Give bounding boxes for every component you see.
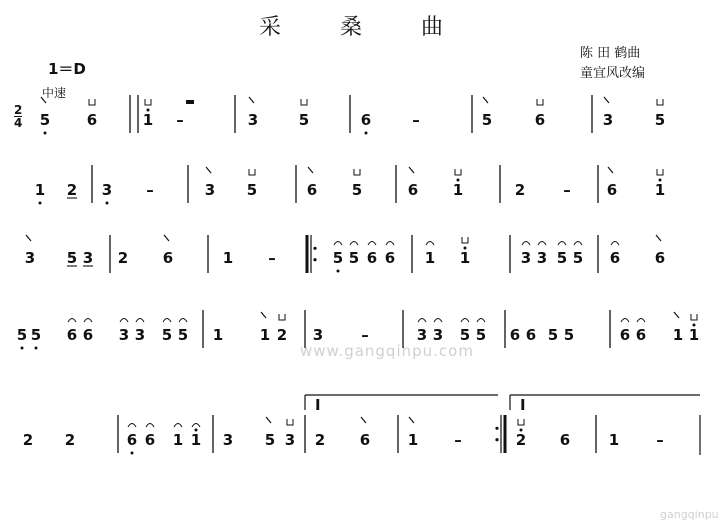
note: 6: [635, 326, 647, 344]
fermata-arc: [434, 319, 442, 323]
note: 5: [547, 326, 559, 344]
bar-rest-block: [186, 100, 194, 104]
fermata-arc: [611, 242, 619, 246]
down-bow-icon: [455, 169, 461, 175]
note: 3: [602, 111, 614, 129]
note: 1: [172, 431, 184, 449]
note: –: [454, 431, 462, 449]
note: 6: [509, 326, 521, 344]
octave-dot-low: [21, 347, 24, 350]
note: 2: [515, 431, 527, 449]
fermata-arc: [350, 242, 358, 246]
repeat-dot: [495, 438, 498, 441]
fermata-arc: [174, 424, 182, 428]
note: 5: [481, 111, 493, 129]
note: 2: [117, 249, 129, 267]
octave-dot-low: [365, 132, 368, 135]
note: 6: [525, 326, 537, 344]
note: –: [412, 111, 420, 129]
repeat-dot: [495, 427, 498, 430]
fermata-arc: [84, 319, 92, 323]
note: 3: [284, 431, 296, 449]
note: –: [146, 181, 154, 199]
note: 1: [654, 181, 666, 199]
up-bow-icon: [361, 417, 366, 423]
note: 6: [144, 431, 156, 449]
note: 6: [619, 326, 631, 344]
up-bow-icon: [409, 417, 414, 423]
note: 1: [452, 181, 464, 199]
up-bow-icon: [409, 167, 414, 173]
note: 2: [276, 326, 288, 344]
repeat-dot: [313, 247, 316, 250]
note: 3: [118, 326, 130, 344]
note: 5: [177, 326, 189, 344]
fermata-arc: [461, 319, 469, 323]
down-bow-icon: [657, 169, 663, 175]
fermata-arc: [68, 319, 76, 323]
note: 1: [34, 181, 46, 199]
note: 2: [64, 431, 76, 449]
note: 1: [459, 249, 471, 267]
note: 5: [563, 326, 575, 344]
up-bow-icon: [674, 312, 679, 318]
note: 5: [654, 111, 666, 129]
fermata-arc: [522, 242, 530, 246]
octave-dot-low: [337, 270, 340, 273]
note: 6: [654, 249, 666, 267]
down-bow-icon: [279, 314, 285, 320]
note: 5: [30, 326, 42, 344]
note: 3: [536, 249, 548, 267]
fermata-arc: [574, 242, 582, 246]
key-signature: 1＝D: [48, 60, 86, 78]
up-bow-icon: [261, 312, 266, 318]
note: 3: [312, 326, 324, 344]
up-bow-icon: [41, 97, 46, 103]
note: 3: [432, 326, 444, 344]
octave-dot-low: [44, 132, 47, 135]
volta-first-label: I: [315, 396, 321, 414]
note: 6: [86, 111, 98, 129]
fermata-arc: [477, 319, 485, 323]
note: 6: [66, 326, 78, 344]
note: 3: [416, 326, 428, 344]
fermata-arc: [637, 319, 645, 323]
note: 6: [609, 249, 621, 267]
note: 6: [126, 431, 138, 449]
note: 6: [407, 181, 419, 199]
note: 3: [222, 431, 234, 449]
down-bow-icon: [691, 314, 697, 320]
note: 5: [351, 181, 363, 199]
octave-dot-high: [659, 179, 662, 182]
up-bow-icon: [26, 235, 31, 241]
note: 2: [514, 181, 526, 199]
up-bow-icon: [656, 235, 661, 241]
note: 3: [204, 181, 216, 199]
note: 1: [259, 326, 271, 344]
note: –: [563, 181, 571, 199]
note: 1: [190, 431, 202, 449]
note: 1: [672, 326, 684, 344]
note: 6: [366, 249, 378, 267]
octave-dot-low: [131, 452, 134, 455]
up-bow-icon: [164, 235, 169, 241]
fermata-arc: [136, 319, 144, 323]
note: 3: [24, 249, 36, 267]
note: 5: [459, 326, 471, 344]
down-bow-icon: [657, 99, 663, 105]
note: 1: [142, 111, 154, 129]
down-bow-icon: [537, 99, 543, 105]
down-bow-icon: [89, 99, 95, 105]
down-bow-icon: [287, 419, 293, 425]
note: 6: [559, 431, 571, 449]
note: 1: [212, 326, 224, 344]
fermata-arc: [426, 242, 434, 246]
note: 5: [332, 249, 344, 267]
note: 1: [608, 431, 620, 449]
up-bow-icon: [206, 167, 211, 173]
octave-dot-low: [106, 202, 109, 205]
note: 5: [16, 326, 28, 344]
octave-dot-low: [39, 202, 42, 205]
fermata-arc: [192, 424, 200, 428]
note: –: [656, 431, 664, 449]
note: 6: [306, 181, 318, 199]
note: 5: [161, 326, 173, 344]
up-bow-icon: [308, 167, 313, 173]
octave-dot-high: [195, 429, 198, 432]
composer-credit: 陈 田 鹤曲: [580, 46, 641, 61]
watermark-corner: gangqinpu: [660, 508, 719, 521]
octave-dot-high: [464, 247, 467, 250]
note: 6: [606, 181, 618, 199]
octave-dot-high: [457, 179, 460, 182]
time-signature-top: 2: [14, 103, 23, 117]
note: 5: [556, 249, 568, 267]
note: 3: [520, 249, 532, 267]
note: 3: [247, 111, 259, 129]
score-title: 采 桑 曲: [259, 15, 469, 40]
note: 2: [22, 431, 34, 449]
note: 5: [572, 249, 584, 267]
fermata-arc: [538, 242, 546, 246]
note: 3: [134, 326, 146, 344]
note: 6: [360, 111, 372, 129]
note: 6: [534, 111, 546, 129]
volta-second-label: I: [520, 396, 526, 414]
note: 5: [348, 249, 360, 267]
note: 6: [82, 326, 94, 344]
note: 5: [264, 431, 276, 449]
octave-dot-high: [693, 324, 696, 327]
note: 5: [39, 111, 51, 129]
time-signature-bottom: 4: [14, 116, 23, 130]
note: 5: [298, 111, 310, 129]
note: 5: [246, 181, 258, 199]
fermata-arc: [558, 242, 566, 246]
up-bow-icon: [266, 417, 271, 423]
fermata-arc: [120, 319, 128, 323]
fermata-arc: [418, 319, 426, 323]
repeat-dot: [313, 258, 316, 261]
note: 3: [101, 181, 113, 199]
note: 1: [222, 249, 234, 267]
tempo-marking: 中速: [42, 86, 67, 100]
up-bow-icon: [608, 167, 613, 173]
fermata-arc: [179, 319, 187, 323]
note: 2: [66, 181, 78, 199]
note: 2: [314, 431, 326, 449]
down-bow-icon: [354, 169, 360, 175]
fermata-arc: [386, 242, 394, 246]
down-bow-icon: [518, 419, 524, 425]
up-bow-icon: [249, 97, 254, 103]
note: 1: [688, 326, 700, 344]
note: –: [176, 111, 184, 129]
down-bow-icon: [301, 99, 307, 105]
note: 1: [424, 249, 436, 267]
down-bow-icon: [145, 99, 151, 105]
fermata-arc: [368, 242, 376, 246]
up-bow-icon: [483, 97, 488, 103]
note: 5: [66, 249, 78, 267]
fermata-arc: [128, 424, 136, 428]
arranger-credit: 童宜风改编: [580, 66, 646, 81]
octave-dot-low: [35, 347, 38, 350]
octave-dot-high: [520, 429, 523, 432]
down-bow-icon: [249, 169, 255, 175]
note: 1: [407, 431, 419, 449]
fermata-arc: [334, 242, 342, 246]
fermata-arc: [163, 319, 171, 323]
fermata-arc: [146, 424, 154, 428]
up-bow-icon: [604, 97, 609, 103]
note: 3: [82, 249, 94, 267]
note: 6: [162, 249, 174, 267]
note: 6: [384, 249, 396, 267]
watermark: www.gangqinpu.com: [300, 342, 474, 360]
down-bow-icon: [462, 237, 468, 243]
note: –: [268, 249, 276, 267]
note: –: [361, 326, 369, 344]
note: 5: [475, 326, 487, 344]
note: 6: [359, 431, 371, 449]
octave-dot-high: [147, 109, 150, 112]
fermata-arc: [621, 319, 629, 323]
